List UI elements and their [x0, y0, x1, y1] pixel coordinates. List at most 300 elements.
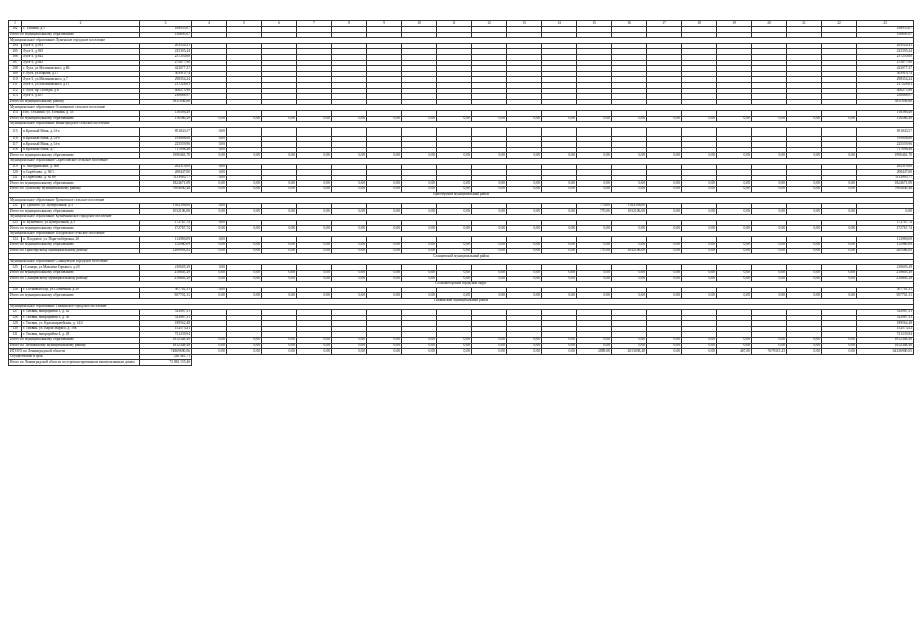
total-cost-cell: 332987,31	[140, 315, 192, 321]
table-cell: 0,00	[717, 293, 752, 299]
row-number: 113	[9, 94, 22, 100]
amount-cell: 721239,94	[857, 332, 914, 338]
address-cell: Пос. Осьмино, ул. Есенина, д. 53	[22, 110, 140, 116]
table-cell: 0,00	[822, 338, 857, 344]
table-cell: 0,00	[332, 293, 367, 299]
section-label: Муниципальное образование Осьминское сельское поселение	[9, 105, 914, 111]
table-cell: 0,00	[262, 226, 297, 232]
empty-cell	[192, 360, 914, 366]
table-cell	[577, 127, 612, 136]
address-cell: г. Луга, ул.Малиновского, д.86	[22, 66, 140, 72]
address-cell: г. Тихвин, микрорайон 1, д. 42	[22, 310, 140, 316]
total-cost-cell: 138695,07	[140, 32, 192, 38]
table-cell: 0,00	[437, 187, 472, 193]
table-cell: 0,00	[192, 147, 227, 153]
column-number-cell: 8	[332, 21, 367, 27]
table-cell: 0,00	[192, 142, 227, 148]
table-cell: 0,00	[402, 153, 437, 159]
table-cell: 0,00	[297, 153, 332, 159]
table-cell: 0,00	[297, 338, 332, 344]
total-cost-cell: 1824671,09	[140, 181, 192, 187]
table-cell	[752, 127, 787, 136]
table-cell	[612, 127, 647, 136]
table-cell: 1032106,00	[612, 248, 647, 254]
total-cost-cell: 172767,74	[140, 226, 192, 232]
table-cell: 0,00	[227, 153, 262, 159]
table-cell: 0,00	[507, 293, 542, 299]
column-number-cell: 10	[402, 21, 437, 27]
column-number-cell: 22	[822, 21, 857, 27]
table-cell: 0,00	[402, 276, 437, 282]
table-cell: 0,00	[262, 153, 297, 159]
table-cell	[402, 127, 437, 136]
table-cell: 0,00	[822, 153, 857, 159]
table-cell: 0,00	[227, 209, 262, 215]
table-cell: 1032106,00	[612, 203, 647, 209]
amount-cell: 116586,49	[857, 116, 914, 122]
amount-cell: 7904030,48	[857, 187, 914, 193]
address-cell: с. Тушино, д.1	[22, 27, 140, 33]
table-cell: 0,00	[402, 248, 437, 254]
table-cell: 0,00	[227, 187, 262, 193]
total-label: Итого по муниципальному образованию	[9, 270, 140, 276]
table-cell: 0,00	[437, 276, 472, 282]
table-cell: 0,00	[542, 209, 577, 215]
total-cost-cell: 1133905,77	[140, 175, 192, 181]
table-cell: 770,00	[577, 209, 612, 215]
table-cell: 0,00	[787, 242, 822, 248]
table-cell: 0,00	[682, 293, 717, 299]
table-cell: 0,00	[577, 187, 612, 193]
table-cell: 0,00	[437, 343, 472, 349]
table-cell: 0,00	[297, 242, 332, 248]
table-cell: 0,00	[402, 338, 437, 344]
table-cell: 0,00	[822, 343, 857, 349]
address-cell: п.Красный Маяк, д.14-б	[22, 136, 140, 142]
table-cell	[332, 127, 367, 136]
column-number-cell: 3	[140, 21, 192, 27]
table-cell: 0,00	[752, 153, 787, 159]
amount-cell: 423077,37	[857, 66, 914, 72]
amount-cell: 210605,29	[857, 265, 914, 271]
table-cell: 0,00	[787, 293, 822, 299]
summary-label: Осуществлено в срок	[9, 354, 140, 360]
table-cell: 0,00	[192, 203, 227, 209]
table-cell: 0,00	[787, 338, 822, 344]
table-cell: 0,00	[542, 270, 577, 276]
table-cell: 0,00	[682, 187, 717, 193]
table-cell: 467,00	[717, 349, 752, 355]
table-cell: 0,00	[192, 293, 227, 299]
table-cell: 0,00	[472, 276, 507, 282]
table-cell	[682, 127, 717, 136]
total-cost-cell: 507701,31	[140, 293, 192, 299]
amount-cell: 1812348,49	[857, 338, 914, 344]
table-cell	[717, 127, 752, 136]
row-number: 117	[9, 142, 22, 148]
total-label: Итого по муниципальному образованию	[9, 32, 140, 38]
address-cell: п. Плодовое, ул. Парк-побережья, 20	[22, 237, 140, 243]
table-cell: 0,00	[297, 343, 332, 349]
amount-cell: 3811036,66	[857, 99, 914, 105]
table-cell: 0,00	[332, 116, 367, 122]
table-cell	[297, 127, 332, 136]
amount-cell: 116586,49	[857, 110, 914, 116]
table-cell: 0,00	[402, 226, 437, 232]
total-cost-cell: 717096,48	[140, 147, 192, 153]
table-cell: 0,00	[752, 209, 787, 215]
table-cell: 0,00	[297, 270, 332, 276]
total-cost-cell: 851843,57	[140, 127, 192, 136]
row-number: 102	[9, 27, 22, 33]
table-cell: 0,00	[752, 116, 787, 122]
column-number-cell: 9	[367, 21, 402, 27]
table-cell: 0,00	[437, 226, 472, 232]
total-cost-cell: 210605,29	[140, 265, 192, 271]
table-cell	[787, 127, 822, 136]
amount-cell: 1133905,77	[857, 175, 914, 181]
amount-cell: 303910,74	[857, 71, 914, 77]
column-number-cell: 4	[192, 21, 227, 27]
table-cell: 0,00	[752, 226, 787, 232]
total-cost-cell: 1990463,70	[140, 153, 192, 159]
table-cell: 0,00	[472, 343, 507, 349]
table-cell: 0,00	[542, 226, 577, 232]
table-cell: 0,00	[647, 338, 682, 344]
table-cell: 0,00	[472, 248, 507, 254]
table-cell: 0,00	[612, 343, 647, 349]
table-cell: 0,00	[577, 181, 612, 187]
total-label: Итого по муниципальному образованию	[9, 226, 140, 232]
row-number: 114	[9, 110, 22, 116]
total-cost-cell: 112980,09	[140, 237, 192, 243]
table-cell: 0,00	[192, 127, 227, 136]
table-cell: 0,00	[367, 187, 402, 193]
table-cell: 0,00	[612, 338, 647, 344]
amount-cell: 507701,31	[857, 293, 914, 299]
total-cost-cell: 275677,90	[140, 60, 192, 66]
table-cell: 0,00	[787, 270, 822, 276]
table-cell: 0,00	[332, 343, 367, 349]
total-label: Итого по муниципальному образованию	[9, 242, 140, 248]
table-cell: 0,00	[647, 226, 682, 232]
table-cell: 0,00	[227, 116, 262, 122]
table-cell: 0,00	[297, 349, 332, 355]
table-cell: 0,00	[367, 270, 402, 276]
column-number-cell: 19	[717, 21, 752, 27]
table-cell: 0,00	[682, 343, 717, 349]
table-cell: 0,00	[332, 187, 367, 193]
address-cell: г. Тихвин, ул. Карла Маркса, д. 19а	[22, 326, 140, 332]
address-cell: п.Скреблово, д. № 80	[22, 175, 140, 181]
amount-cell: 262319,00	[857, 164, 914, 170]
table-cell: 0,00	[297, 181, 332, 187]
address-cell: п. Громово, ул. Центральная, д.3	[22, 203, 140, 209]
table-cell: 0,00	[717, 187, 752, 193]
total-cost-cell: 7904030,48	[140, 187, 192, 193]
table-cell: 0,00	[367, 116, 402, 122]
section-label: Муниципальное образование Плодовское сельское поселение	[9, 231, 914, 237]
table-cell: 0,00	[192, 170, 227, 176]
section-label: Муниципальное образование Ивангородское сельское поселение	[9, 122, 914, 128]
table-cell: 0,00	[647, 242, 682, 248]
table-cell: 0,00	[472, 226, 507, 232]
address-cell: г. Луга, пр. Победы, д.8	[22, 88, 140, 94]
total-cost-cell: 721239,94	[140, 332, 192, 338]
table-cell: 0,00	[717, 153, 752, 159]
table-cell: 2013038,48	[612, 349, 647, 355]
table-cell: 0,00	[822, 242, 857, 248]
table-cell: 0,00	[192, 237, 227, 243]
table-cell: 0,00	[297, 187, 332, 193]
address-cell: г. Сосновый Бор, ул.Солнечная, д.30	[22, 287, 140, 293]
table-cell: 0,00	[787, 153, 822, 159]
table-cell: 0,00	[262, 270, 297, 276]
address-cell: Луга-3, д.845	[22, 60, 140, 66]
table-cell: 0,00	[577, 293, 612, 299]
table-cell: 0,00	[612, 242, 647, 248]
table-cell: 0,00	[542, 349, 577, 355]
table-cell: 0,00	[822, 181, 857, 187]
address-cell: Луга-3, ул.Малиновского, д.7	[22, 77, 140, 83]
table-cell: 0,00	[612, 293, 647, 299]
table-cell: 0,00	[437, 248, 472, 254]
table-cell: 0,00	[822, 293, 857, 299]
address-cell: Луга-3, д.842	[22, 54, 140, 60]
table-cell: 0,00	[717, 270, 752, 276]
total-label: Итого по муниципальному району	[9, 99, 140, 105]
table-cell: 0,00	[192, 209, 227, 215]
table-cell: 0,00	[507, 338, 542, 344]
table-cell: 0,00	[472, 153, 507, 159]
table-cell: 0,00	[787, 276, 822, 282]
table-cell: 0,00	[402, 181, 437, 187]
table-cell: 0,00	[227, 349, 262, 355]
table-cell: 0,00	[472, 338, 507, 344]
table-cell: 0,00	[192, 338, 227, 344]
table-cell: 0,00	[507, 187, 542, 193]
table-cell: 0,00	[787, 226, 822, 232]
table-cell: 0,00	[542, 293, 577, 299]
table-cell: 0,00	[367, 153, 402, 159]
table-cell: 0,00	[577, 242, 612, 248]
table-cell: 0,00	[437, 116, 472, 122]
table-cell: 0,00	[227, 338, 262, 344]
table-cell: 0,00	[682, 153, 717, 159]
summary-label: Итого по Ленинградской области по отремонтированным вышеуказанным домам	[9, 360, 140, 366]
column-number-cell: 1	[9, 21, 22, 27]
table-cell: 0,00	[717, 248, 752, 254]
total-label: Итого по муниципальному образованию	[9, 116, 140, 122]
table-cell: 0,00	[682, 349, 717, 355]
total-cost-cell: 116586,49	[140, 110, 192, 116]
table-cell: 770,00	[577, 248, 612, 254]
table-cell: 0,00	[507, 226, 542, 232]
total-cost-cell: 332987,31	[140, 310, 192, 316]
table-cell: 0,00	[227, 181, 262, 187]
table-cell: 0,00	[787, 181, 822, 187]
table-cell: 0,00	[192, 164, 227, 170]
table-cell: 0,00	[682, 226, 717, 232]
total-cost-cell: 217228,61	[140, 82, 192, 88]
table-cell: 0,00	[647, 349, 682, 355]
amount-cell: 225305,44	[857, 49, 914, 55]
table-cell: 0,00	[682, 181, 717, 187]
table-cell: 0,00	[367, 248, 402, 254]
total-label: ИТОГО по Ленинградской области	[9, 349, 140, 355]
table-cell: 0,00	[332, 248, 367, 254]
table-cell: 0,00	[752, 248, 787, 254]
address-cell: г. Луга, ул.Кирова, д.17	[22, 71, 140, 77]
table-cell: 0,00	[542, 248, 577, 254]
table-cell: 0,00	[717, 242, 752, 248]
table-cell	[262, 127, 297, 136]
table-cell: 0,00	[682, 338, 717, 344]
repair-financing-table	[8, 20, 914, 366]
column-number-cell: 23	[857, 21, 914, 27]
table-cell: 0,00	[227, 226, 262, 232]
row-number: 108	[9, 66, 22, 72]
row-number: 118	[9, 147, 22, 153]
row-number: 109	[9, 71, 22, 77]
table-cell: 0,00	[227, 242, 262, 248]
table-cell: 0,00	[332, 270, 367, 276]
table-cell: 0,00	[507, 153, 542, 159]
table-cell: 0,00	[367, 349, 402, 355]
row-number: 123	[9, 220, 22, 226]
table-cell	[542, 127, 577, 136]
total-cost-cell: 423077,37	[140, 66, 192, 72]
total-cost-cell: 203524,41	[140, 43, 192, 49]
amount-cell: 275677,90	[857, 60, 914, 66]
column-number-cell: 15	[577, 21, 612, 27]
table-cell: 0,00	[507, 181, 542, 187]
table-cell	[437, 127, 472, 136]
table-cell: 0,00	[542, 343, 577, 349]
row-number: 110	[9, 77, 22, 83]
table-cell: 0,00	[367, 276, 402, 282]
table-cell: 0,00	[192, 220, 227, 226]
table-cell: 0,00	[577, 343, 612, 349]
total-cost-cell: 298354,24	[140, 77, 192, 83]
table-cell: 0,00	[192, 226, 227, 232]
table-cell: 0,00	[612, 181, 647, 187]
table-cell: 0,00	[542, 187, 577, 193]
table-cell: 0,00	[787, 209, 822, 215]
amount-cell: 507701,31	[857, 287, 914, 293]
table-cell: 0,00	[262, 349, 297, 355]
table-cell: 0,00	[437, 270, 472, 276]
table-cell: 0,00	[437, 338, 472, 344]
total-cost-cell: 208447,00	[140, 170, 192, 176]
table-cell: 0,00	[507, 349, 542, 355]
section-label: Муниципальное образование Луженское городское поселение	[9, 38, 914, 44]
total-label: Итого по Лужскому муниципальному району	[9, 187, 140, 193]
table-cell: 0,00	[332, 276, 367, 282]
table-cell: 0,00	[192, 242, 227, 248]
amount-cell: 1824671,09	[857, 181, 914, 187]
column-number-cell: 16	[612, 21, 647, 27]
amount-cell: 332987,31	[857, 315, 914, 321]
total-cost-cell: 507701,31	[140, 287, 192, 293]
table-cell: 0,00	[717, 116, 752, 122]
table-cell: 0,00	[297, 116, 332, 122]
total-cost-cell: 303910,74	[140, 71, 192, 77]
table-cell: 0,00	[822, 226, 857, 232]
address-cell: Луга-3, ул.Малиновского, д.11	[22, 82, 140, 88]
row-number: 105	[9, 49, 22, 55]
table-cell: 0,00	[647, 270, 682, 276]
address-cell: п. Кузнечное, ул.Центральная, д.3	[22, 220, 140, 226]
address-cell: п. Мичуринский, д. 46б	[22, 164, 140, 170]
summary-value: 226 461,71	[140, 354, 192, 360]
amount-cell: 189562,48	[857, 321, 914, 327]
table-cell: 0,00	[192, 265, 227, 271]
amount-cell: 1990463,70	[857, 153, 914, 159]
table-cell: 1032106,00	[612, 209, 647, 215]
table-cell: 0,00	[507, 242, 542, 248]
amount-cell: 210605,29	[857, 276, 914, 282]
row-number: 128	[9, 315, 22, 321]
row-number: 130	[9, 326, 22, 332]
total-cost-cell: 210605,29	[140, 270, 192, 276]
table-cell: 0,00	[612, 276, 647, 282]
table-cell: 0,00	[192, 276, 227, 282]
table-cell: 0,00	[577, 276, 612, 282]
table-cell: 0,00	[717, 209, 752, 215]
total-label: Итого по муниципальному образованию	[9, 209, 140, 215]
table-cell: 0,00	[367, 226, 402, 232]
amount-cell: 172767,74	[857, 220, 914, 226]
amount-cell: 406275,90	[857, 88, 914, 94]
table-cell: 0,00	[192, 153, 227, 159]
row-number: 111	[9, 82, 22, 88]
table-cell: 0,00	[752, 276, 787, 282]
table-body	[9, 21, 914, 366]
total-cost-cell: 189562,48	[140, 321, 192, 327]
column-number-cell: 17	[647, 21, 682, 27]
row-number: 125	[9, 265, 22, 271]
table-cell: 0,00	[752, 343, 787, 349]
table-cell: 0,00	[262, 181, 297, 187]
table-cell: 0,00	[437, 209, 472, 215]
table-cell: 0,00	[227, 270, 262, 276]
table-cell: 0,00	[542, 242, 577, 248]
amount-cell: 285586,83	[857, 248, 914, 254]
table-cell: 0,00	[787, 349, 822, 355]
total-cost-cell: 3811036,66	[140, 99, 192, 105]
table-cell: 0,00	[612, 153, 647, 159]
total-cost-cell: 225559,96	[140, 142, 192, 148]
section-label: Сосновоборский городской округ	[9, 282, 914, 288]
address-cell: г. Тихвин, микрорайон 3, д. 30	[22, 315, 140, 321]
column-number-cell: 6	[262, 21, 297, 27]
table-cell: 0,00	[262, 187, 297, 193]
table-cell: 0,00	[682, 248, 717, 254]
amount-cell: 188935,07	[857, 27, 914, 33]
row-number: 104	[9, 43, 22, 49]
amount-cell: 230668,97	[857, 94, 914, 100]
address-cell: г. Тихвин, ул. Красноармейская, д. 14/2	[22, 321, 140, 327]
table-cell: 0,00	[332, 349, 367, 355]
summary-row	[9, 360, 914, 366]
table-cell: 0,00	[507, 116, 542, 122]
amount-cell: 717096,48	[857, 147, 914, 153]
column-number-cell: 2	[22, 21, 140, 27]
table-cell: 0,00	[717, 338, 752, 344]
table-cell: 0,00	[367, 209, 402, 215]
table-cell: 0,00	[297, 209, 332, 215]
